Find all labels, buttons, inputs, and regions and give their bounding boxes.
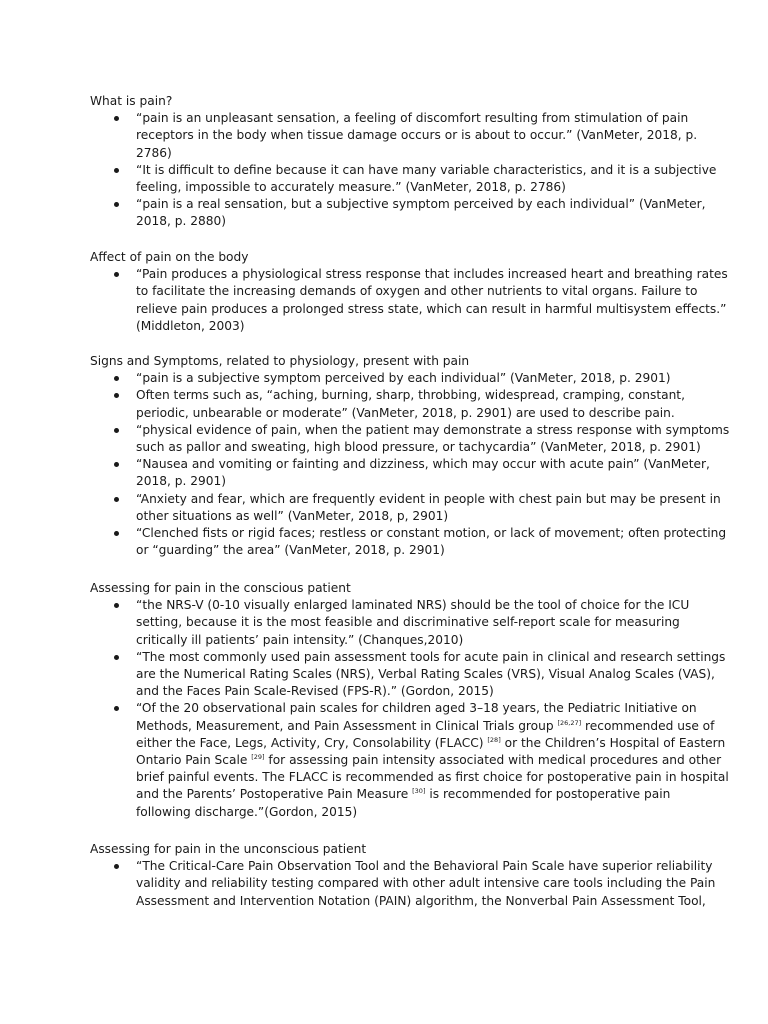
bullet-item xyxy=(90,162,717,196)
section-heading: What is pain? xyxy=(90,94,173,108)
bullet-list xyxy=(90,858,716,910)
bullet-text: “physical evidence of pain, when the patient may demonstrate a stress response with symptoms such as pallor and sweating, high blood pressure, or tachycardia” (VanMeter, 2018, p. 2901) xyxy=(136,422,730,454)
bullet-item xyxy=(90,196,706,230)
bullet-text: “pain is a subjective symptom perceived by each individual” (VanMeter, 2018, p. 2901) xyxy=(136,371,671,386)
bullet-list xyxy=(90,370,730,559)
section-heading: Assessing for pain in the conscious patient xyxy=(90,581,351,595)
bullet-text: “the NRS-V (0-10 visually enlarged laminated NRS) should be the tool of choice for the ICU setting, because it is the most feasible and discriminative self-report scale for measuring critically ill patients’ pain intensity.” (Chanques,2010) xyxy=(136,598,690,647)
bullet-text: “pain is a real sensation, but a subjective symptom perceived by each individual” (VanMeter, 2018, p. 2880) xyxy=(136,197,706,229)
bullet-text: “Anxiety and fear, which are frequently evident in people with chest pain but may be present in other situations as well” (VanMeter, 2018, p, 2901) xyxy=(136,491,721,523)
bullet-text: “Of the 20 observational pain scales for children aged 3–18 years, the Pediatric Initiative on Methods, Measurement, and Pain Assessment in Clinical Trials group [26,27] recommended use of either the Face, Legs, Activity, Cry, Consolability (FLACC) [28] or the Children’s Hospital of Eastern Ontario Pain Scale [29] for assessing pain intensity associated with medical procedures and other brief painful events. The FLACC is recommended as first choice for postoperative pain in hospital and the Parents’ Postoperative Pain Measure [30] is recommended for postoperative pain following discharge.”(Gordon, 2015) xyxy=(136,701,729,819)
bullet-item xyxy=(90,387,690,421)
bullet-item xyxy=(90,525,727,559)
bullet-item xyxy=(90,370,690,387)
section-assessing-conscious xyxy=(90,580,729,821)
bullet-list xyxy=(90,597,729,821)
citation-superscript: [29] xyxy=(251,753,265,762)
citation-superscript: [30] xyxy=(412,787,426,796)
bullet-text: “Clenched fists or rigid faces; restless or constant motion, or lack of movement; often protecting or “guarding” the area” (VanMeter, 2018, p. 2901) xyxy=(136,526,727,558)
bullet-item xyxy=(90,456,710,490)
section-heading: Assessing for pain in the unconscious patient xyxy=(90,842,367,856)
bullet-item xyxy=(90,858,716,910)
section-heading: Affect of pain on the body xyxy=(90,250,249,264)
bullet-list xyxy=(90,110,717,230)
section-signs-and-symptoms xyxy=(90,353,730,559)
citation-superscript: [26,27] xyxy=(557,718,582,727)
bullet-list xyxy=(90,266,728,335)
section-assessing-unconscious xyxy=(90,841,716,910)
bullet-item xyxy=(90,491,721,525)
bullet-item xyxy=(90,110,698,162)
bullet-item xyxy=(90,700,729,820)
citation-superscript: [28] xyxy=(487,735,501,744)
bullet-item xyxy=(90,597,690,649)
bullet-item xyxy=(90,649,726,701)
section-affect-of-pain xyxy=(90,249,728,335)
bullet-text: “The Critical-Care Pain Observation Tool and the Behavioral Pain Scale have superior reliability validity and reliability testing compared with other adult intensive care tools including the Pain Assessment and Intervention Notation (PAIN) algorithm, the Nonverbal Pain Assessment Tool, xyxy=(136,859,716,908)
bullet-text: “Nausea and vomiting or fainting and dizziness, which may occur with acute pain” (VanMeter, 2018, p. 2901) xyxy=(136,457,710,489)
bullet-text: “The most commonly used pain assessment tools for acute pain in clinical and research settings are the Numerical Rating Scales (NRS), Verbal Rating Scales (VRS), Visual Analog Scales (VAS), and the Faces Pain Scale-Revised (FPS-R).” (Gordon, 2015) xyxy=(136,649,726,699)
bullet-item xyxy=(90,422,730,456)
bullet-text: “pain is an unpleasant sensation, a feeling of discomfort resulting from stimulation of pain receptors in the body when tissue damage occurs or is about to occur.” (VanMeter, 2018, p. 2786) xyxy=(136,111,698,160)
bullet-text: “Pain produces a physiological stress response that includes increased heart and breathing rates to facilitate the increasing demands of oxygen and other nutrients to vital organs. Failure to relieve pain produces a prolonged stress state, which can result in harmful multisystem effects.” (Middleton, 2003) xyxy=(136,267,728,333)
bullet-item xyxy=(90,266,728,335)
section-what-is-pain xyxy=(90,93,717,231)
bullet-text: “It is difficult to define because it can have many variable characteristics, and it is a subjective feeling, impossible to accurately measure.” (VanMeter, 2018, p. 2786) xyxy=(136,162,717,194)
bullet-text: Often terms such as, “aching, burning, sharp, throbbing, widespread, cramping, constant, periodic, unbearable or moderate” (VanMeter, 2018, p. 2901) are used to describe pain. xyxy=(136,388,685,420)
section-heading: Signs and Symptoms, related to physiology, present with pain xyxy=(90,354,470,368)
